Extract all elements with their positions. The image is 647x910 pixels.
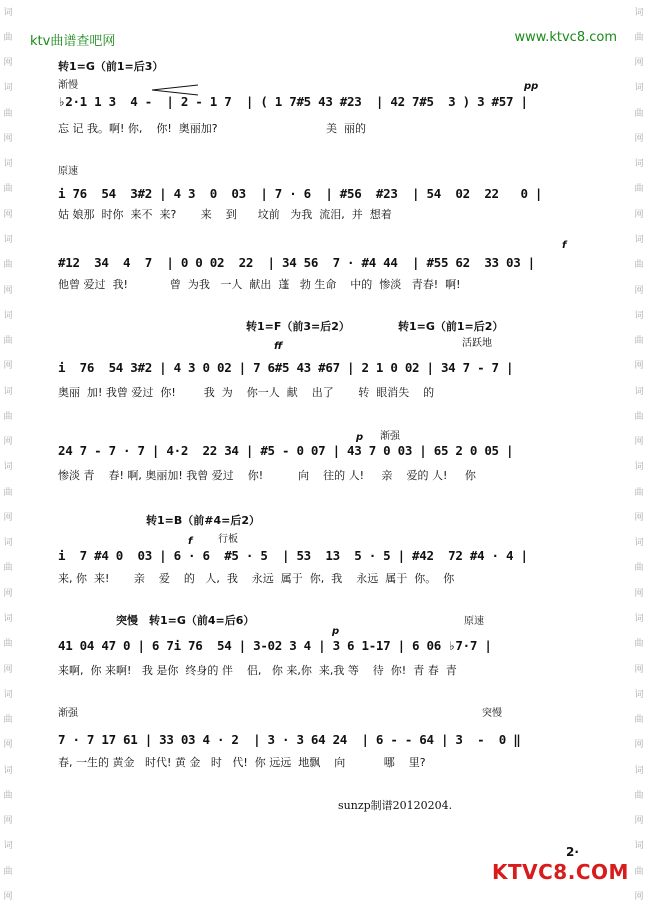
notation-line: ♭2·1 1 3 4 - | 2 - 1 7 | ( 1 7#5 43 #23 | 42 7#5 3 ) 3 #57 | [58, 94, 528, 109]
watermark-char: 网 [634, 891, 644, 902]
watermark-char: 曲 [634, 563, 644, 574]
dynamic-marking: f [188, 536, 193, 547]
tempo-marking: 原速 [58, 166, 78, 177]
watermark-char: 曲 [634, 866, 644, 877]
key-change-label: 转1=B（前#4=后2） [146, 514, 260, 527]
lyrics-line: 忘 记 我。啊! 你, 你! 奥丽加? 美 丽的 [58, 122, 367, 135]
watermark-char: 网 [634, 740, 644, 751]
lyrics-line: 姑 娘那 时你 来不 来? 来 到 坟前 为我 流泪, 并 想着 [58, 208, 392, 221]
watermark-char: 曲 [3, 184, 13, 195]
watermark-char: 曲 [634, 108, 644, 119]
site-url-header[interactable]: www.ktvc8.com [514, 30, 617, 45]
tempo-marking: 原速 [464, 616, 484, 627]
watermark-char: 网 [634, 588, 644, 599]
watermark-column-right [631, 0, 647, 910]
notation-line: i 76 54 3#2 | 4 3 0 02 | 7 6#5 43 #67 | 2 1 0 02 | 34 7 - 7 | [58, 360, 514, 375]
watermark-char: 词 [634, 462, 644, 473]
lyrics-line: 来啊, 你 来啊! 我 是你 终身的 伴 侣, 你 来,你 来,我 等 待 你! 青 春 青 [58, 664, 457, 677]
watermark-char: 词 [3, 310, 13, 321]
notation-line: i 76 54 3#2 | 4 3 0 03 | 7 · 6 | #56 #23 | 54 02 22 0 | [58, 186, 543, 201]
site-logo [492, 860, 629, 884]
watermark-char: 曲 [634, 639, 644, 650]
watermark-char: 词 [3, 83, 13, 94]
watermark-char: 词 [634, 386, 644, 397]
watermark-char: 曲 [3, 563, 13, 574]
watermark-char: 网 [634, 361, 644, 372]
watermark-char: 曲 [3, 411, 13, 422]
dynamic-marking: p [332, 626, 340, 637]
watermark-char: 网 [634, 133, 644, 144]
key-change-label: 突慢 转1=G（前4=后6） [116, 614, 255, 627]
lyrics-line: 奥丽 加! 我曾 爱过 你! 我 为 你一人 献 出了 转 眼消失 的 [58, 386, 435, 399]
watermark-char: 曲 [634, 260, 644, 271]
watermark-char: 曲 [3, 866, 13, 877]
watermark-char: 词 [634, 235, 644, 246]
notation-line: 41 04 47 0 | 6 7i 76 54 | 3-02 3 4 | 3 6 1-17 | 6 06 ♭7·7 | [58, 638, 492, 653]
watermark-char: 网 [3, 891, 13, 902]
transcriber-credit: sunzp制谱20120204. [338, 799, 453, 812]
watermark-char: 曲 [3, 108, 13, 119]
lyrics-line: 春, 一生的 黄金 时代! 黄 金 时 代! 你 远远 地飘 向 哪 里? [58, 756, 426, 769]
watermark-char: 曲 [3, 487, 13, 498]
watermark-char: 词 [634, 614, 644, 624]
watermark-char: 词 [3, 538, 13, 549]
watermark-char: 网 [634, 437, 644, 448]
watermark-char: 网 [634, 285, 644, 296]
watermark-char: 网 [3, 58, 13, 69]
watermark-char: 曲 [634, 790, 644, 801]
watermark-char: 词 [3, 386, 13, 397]
dynamic-marking: p [356, 432, 364, 443]
tempo-marking: 突慢 [482, 708, 502, 719]
logo-text: COM [575, 860, 629, 884]
watermark-char: 曲 [634, 32, 644, 43]
key-change-label: 转1=G（前1=后2） [398, 320, 504, 333]
watermark-char: 网 [634, 209, 644, 220]
dynamic-marking: pp [524, 81, 539, 92]
watermark-char: 网 [634, 512, 644, 523]
watermark-char: 网 [634, 58, 644, 69]
watermark-char: 曲 [634, 411, 644, 422]
logo-dot: . [567, 860, 576, 884]
watermark-char: 词 [3, 765, 13, 776]
watermark-char: 词 [634, 689, 644, 700]
watermark-char: 曲 [634, 184, 644, 195]
watermark-char: 网 [3, 588, 13, 599]
notation-line: 7 · 7 17 61 | 33 03 4 · 2 | 3 · 3 64 24 | 6 - - 64 | 3 - 0 ‖ [58, 732, 521, 747]
watermark-char: 网 [3, 437, 13, 448]
watermark-char: 曲 [634, 336, 644, 347]
lyrics-line: 惨淡 青 春! 啊, 奥丽加! 我曾 爱过 你! 向 往的 人! 亲 爱的 人! 你 [58, 469, 476, 482]
watermark-char: 曲 [3, 790, 13, 801]
lyrics-line: 他曾 爱过 我! 曾 为我 一人 献出 蓬 勃 生命 中的 惨淡 青春! 啊! [58, 278, 461, 291]
watermark-char: 曲 [634, 715, 644, 726]
watermark-char: 词 [634, 7, 644, 18]
watermark-char: 词 [3, 841, 13, 852]
watermark-char: 词 [634, 538, 644, 549]
watermark-char: 曲 [3, 260, 13, 271]
watermark-char: 词 [3, 235, 13, 246]
dynamic-marking: ff [274, 341, 283, 352]
watermark-char: 词 [634, 310, 644, 321]
watermark-char: 网 [3, 285, 13, 296]
watermark-char: 网 [3, 361, 13, 372]
watermark-char: 网 [3, 133, 13, 144]
watermark-char: 网 [3, 816, 13, 827]
watermark-char: 词 [3, 614, 13, 624]
watermark-char: 网 [3, 512, 13, 523]
watermark-column-left [0, 0, 16, 910]
tempo-marking: 活跃地 [462, 338, 492, 349]
watermark-char: 曲 [3, 715, 13, 726]
watermark-char: 词 [3, 689, 13, 700]
watermark-char: 网 [3, 664, 13, 675]
watermark-char: 词 [634, 83, 644, 94]
watermark-char: 曲 [634, 487, 644, 498]
watermark-char: 网 [3, 209, 13, 220]
watermark-char: 词 [634, 841, 644, 852]
notation-line: 24 7 - 7 · 7 | 4·2 22 34 | #5 - 0 07 | 43 7 0 03 | 65 2 0 05 | [58, 443, 514, 458]
watermark-char: 词 [3, 7, 13, 18]
tempo-marking: 渐强 [58, 708, 78, 719]
watermark-char: 词 [634, 159, 644, 170]
tempo-marking: 渐慢 [58, 80, 78, 91]
page-number: 2· [566, 845, 579, 859]
watermark-char: 曲 [3, 336, 13, 347]
watermark-char: 曲 [3, 639, 13, 650]
lyrics-line: 来, 你 来! 亲 爱 的 人, 我 永远 属于 你, 我 永远 属于 你。 你 [58, 572, 455, 585]
watermark-char: 网 [3, 740, 13, 751]
tempo-marking: 渐强 [380, 431, 400, 442]
tempo-marking: 行板 [218, 534, 238, 545]
notation-line: #12 34 4 7 | 0 0 02 22 | 34 56 7 · #4 44 | #55 62 33 03 | [58, 255, 535, 270]
site-name-header: ktv曲谱查吧网 [30, 34, 116, 49]
logo-text: KTVC8 [492, 860, 568, 884]
watermark-char: 词 [3, 462, 13, 473]
watermark-char: 词 [3, 159, 13, 170]
watermark-char: 网 [634, 816, 644, 827]
key-change-label: 转1=F（前3=后2） [246, 320, 350, 333]
notation-line: i 7 #4 0 03 | 6 · 6 #5 · 5 | 53 13 5 · 5 | #42 72 #4 · 4 | [58, 548, 528, 563]
watermark-char: 曲 [3, 32, 13, 43]
watermark-char: 词 [634, 765, 644, 776]
watermark-char: 网 [634, 664, 644, 675]
dynamic-marking: f [562, 240, 567, 251]
key-change-label: 转1=G（前1=后3） [58, 60, 164, 73]
